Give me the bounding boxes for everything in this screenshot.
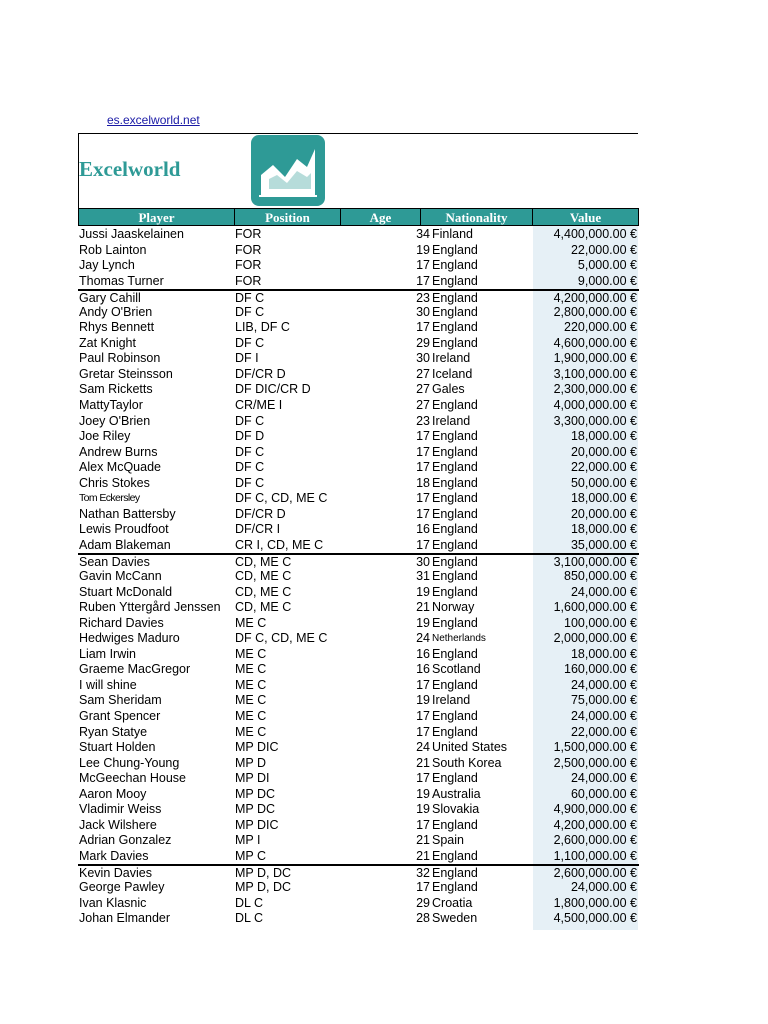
player-age: 17 <box>416 460 430 475</box>
table-row <box>78 849 639 865</box>
player-value: 18,000.00 € <box>570 491 637 506</box>
player-position: MP D, DC <box>235 866 292 881</box>
player-name: Jussi Jaaskelainen <box>79 227 184 241</box>
player-value: 18,000.00 € <box>570 646 637 661</box>
table-row <box>78 320 639 336</box>
player-value: 160,000.00 € <box>564 662 637 677</box>
player-value: 4,400,000.00 € <box>553 227 637 241</box>
player-nationality: England <box>432 615 478 630</box>
player-name: Sam Ricketts <box>79 382 153 397</box>
player-name: McGeechan House <box>79 771 187 786</box>
table-row <box>78 274 639 290</box>
player-name: Graeme MacGregor <box>79 662 191 677</box>
player-nationality: England <box>432 475 478 490</box>
player-age: 19 <box>416 242 430 257</box>
player-age: 30 <box>416 351 430 366</box>
player-position: DF/CR D <box>235 366 286 381</box>
player-age: 27 <box>416 398 430 413</box>
player-nationality: Spain <box>432 833 464 848</box>
player-position: DF C <box>235 444 265 459</box>
player-age: 21 <box>416 600 430 615</box>
player-position: ME C <box>235 708 267 723</box>
player-position: ME C <box>235 646 267 661</box>
table-row <box>78 507 639 523</box>
player-value: 4,000,000.00 € <box>553 398 637 413</box>
player-nationality: England <box>432 537 478 552</box>
player-position: DF C <box>235 475 265 490</box>
player-nationality: England <box>432 320 478 335</box>
player-name: Thomas Turner <box>79 273 164 288</box>
player-nationality: England <box>432 879 478 894</box>
table-row <box>78 351 639 367</box>
player-nationality: England <box>432 258 478 273</box>
player-age: 17 <box>416 537 430 552</box>
player-nationality: England <box>432 771 478 786</box>
player-age: 17 <box>416 258 430 273</box>
player-position: DF C <box>235 291 265 306</box>
player-name: Vladimir Weiss <box>79 802 162 817</box>
player-value: 2,300,000.00 € <box>553 382 637 397</box>
player-age: 17 <box>416 817 430 832</box>
player-age: 23 <box>416 291 430 306</box>
table-row <box>78 600 639 616</box>
player-nationality: South Korea <box>432 755 502 770</box>
player-name: Kevin Davies <box>79 866 152 881</box>
player-name: Jay Lynch <box>79 258 135 273</box>
table-row <box>78 756 639 772</box>
player-nationality: England <box>432 584 478 599</box>
player-value: 3,100,000.00 € <box>553 366 637 381</box>
table-row <box>78 802 639 818</box>
player-nationality: England <box>432 677 478 692</box>
table-row <box>78 460 639 476</box>
player-age: 32 <box>416 866 430 881</box>
player-position: DF I <box>235 351 259 366</box>
table-row <box>78 585 639 601</box>
player-value: 1,900,000.00 € <box>553 351 637 366</box>
player-age: 19 <box>416 693 430 708</box>
player-value: 4,200,000.00 € <box>553 817 637 832</box>
player-nationality: England <box>432 398 478 413</box>
player-nationality: England <box>432 444 478 459</box>
player-name: Nathan Battersby <box>79 506 176 521</box>
player-position: MP D, DC <box>235 879 292 894</box>
player-position: CR I, CD, ME C <box>235 537 324 552</box>
player-age: 18 <box>416 475 430 490</box>
player-position: ME C <box>235 677 267 692</box>
player-position: CD, ME C <box>235 569 292 584</box>
player-position: DF DIC/CR D <box>235 382 311 397</box>
top-border-line <box>78 133 638 134</box>
player-nationality: Croatia <box>432 895 473 910</box>
player-value: 22,000.00 € <box>570 242 637 257</box>
table-row <box>78 243 639 259</box>
player-nationality: Norway <box>432 600 475 615</box>
player-name: MattyTaylor <box>79 398 143 413</box>
player-position: DF C <box>235 413 265 428</box>
player-age: 17 <box>416 724 430 739</box>
player-name: Chris Stokes <box>79 475 150 490</box>
player-nationality: England <box>432 429 478 444</box>
header-value: Value <box>569 210 602 225</box>
player-nationality: Iceland <box>432 366 473 381</box>
player-nationality: Finland <box>432 227 473 241</box>
player-age: 27 <box>416 366 430 381</box>
table-row <box>78 429 639 445</box>
table-row <box>78 305 639 321</box>
player-age: 17 <box>416 506 430 521</box>
player-value: 75,000.00 € <box>570 693 637 708</box>
player-value: 3,300,000.00 € <box>553 413 637 428</box>
player-name: Paul Robinson <box>79 351 161 366</box>
player-age: 19 <box>416 786 430 801</box>
player-value: 2,800,000.00 € <box>553 304 637 319</box>
player-value: 60,000.00 € <box>570 786 637 801</box>
table-row <box>78 491 639 507</box>
player-age: 24 <box>416 740 430 755</box>
player-value: 1,800,000.00 € <box>553 895 637 910</box>
player-nationality: England <box>432 555 478 570</box>
player-value: 220,000.00 € <box>564 320 637 335</box>
player-nationality: England <box>432 273 478 288</box>
header-age: Age <box>341 209 421 225</box>
player-nationality: England <box>432 491 478 506</box>
player-value: 2,600,000.00 € <box>553 833 637 848</box>
player-value: 18,000.00 € <box>570 429 637 444</box>
player-position: CD, ME C <box>235 584 292 599</box>
player-nationality: England <box>432 724 478 739</box>
player-name: Adam Blakeman <box>79 537 171 552</box>
player-nationality: England <box>432 866 478 881</box>
table-row <box>78 818 639 834</box>
brand-title: Excelworld <box>79 157 181 181</box>
player-name: Richard Davies <box>79 615 164 630</box>
player-value: 22,000.00 € <box>570 460 637 475</box>
player-value: 24,000.00 € <box>570 584 637 599</box>
player-nationality: England <box>432 646 478 661</box>
player-name: Johan Elmander <box>79 911 171 926</box>
player-nationality: England <box>432 817 478 832</box>
player-age: 17 <box>416 429 430 444</box>
player-age: 19 <box>416 584 430 599</box>
player-name: Ryan Statye <box>79 724 148 739</box>
player-age: 16 <box>416 662 430 677</box>
player-position: DF D <box>235 429 265 444</box>
player-nationality: Gales <box>432 382 465 397</box>
player-name: Stuart McDonald <box>79 584 173 599</box>
player-value: 20,000.00 € <box>570 444 637 459</box>
player-position: MP C <box>235 848 267 863</box>
player-position: FOR <box>235 227 262 241</box>
player-name: Aaron Mooy <box>79 786 147 801</box>
player-age: 21 <box>416 755 430 770</box>
player-value: 1,100,000.00 € <box>553 848 637 863</box>
table-row <box>78 227 639 243</box>
player-name: Ivan Klasnic <box>79 895 147 910</box>
player-position: DL C <box>235 895 264 910</box>
player-value: 4,500,000.00 € <box>553 911 637 926</box>
player-value: 2,500,000.00 € <box>553 755 637 770</box>
table-row <box>78 382 639 398</box>
player-age: 21 <box>416 848 430 863</box>
player-value: 5,000.00 € <box>577 258 637 273</box>
player-age: 17 <box>416 320 430 335</box>
player-nationality: Ireland <box>432 413 471 428</box>
table-row <box>78 725 639 741</box>
player-position: CD, ME C <box>235 555 292 570</box>
player-name: I will shine <box>79 677 137 692</box>
player-position: ME C <box>235 724 267 739</box>
player-nationality: England <box>432 304 478 319</box>
table-row <box>78 569 639 585</box>
table-row <box>78 662 639 678</box>
player-age: 17 <box>416 444 430 459</box>
player-name: Andy O'Brien <box>79 304 153 319</box>
player-position: DF C <box>235 304 265 319</box>
table-row <box>78 553 639 569</box>
player-name: Gary Cahill <box>79 291 141 306</box>
player-age: 30 <box>416 304 430 319</box>
player-value: 3,100,000.00 € <box>553 555 637 570</box>
player-age: 17 <box>416 491 430 506</box>
table-row <box>78 538 639 554</box>
player-position: MP I <box>235 833 261 848</box>
player-nationality: Ireland <box>432 693 471 708</box>
table-row <box>78 896 639 912</box>
player-name: Joey O'Brien <box>79 413 151 428</box>
player-position: MP DIC <box>235 740 279 755</box>
table-header <box>78 208 639 226</box>
player-name: Ruben Yttergård Jenssen <box>79 600 221 615</box>
player-position: DF C, CD, ME C <box>235 491 328 506</box>
player-value: 24,000.00 € <box>570 771 637 786</box>
player-nationality: Sweden <box>432 911 478 926</box>
player-position: FOR <box>235 258 262 273</box>
table-row <box>78 445 639 461</box>
player-name: Mark Davies <box>79 848 149 863</box>
player-name: Alex McQuade <box>79 460 161 475</box>
player-value: 4,600,000.00 € <box>553 335 637 350</box>
player-value: 18,000.00 € <box>570 522 637 537</box>
player-position: DF C <box>235 335 265 350</box>
player-value: 20,000.00 € <box>570 506 637 521</box>
player-age: 24 <box>416 631 430 646</box>
player-age: 17 <box>416 677 430 692</box>
player-nationality: England <box>432 522 478 537</box>
table-row <box>78 880 639 896</box>
player-name: Hedwiges Maduro <box>79 631 180 646</box>
player-value: 24,000.00 € <box>570 677 637 692</box>
table-row <box>78 476 639 492</box>
player-value: 4,200,000.00 € <box>553 291 637 306</box>
player-name: Tom Eckersley <box>79 492 140 505</box>
player-value: 100,000.00 € <box>564 615 637 630</box>
player-nationality: Netherlands <box>432 633 486 645</box>
player-age: 23 <box>416 413 430 428</box>
player-position: ME C <box>235 693 267 708</box>
player-name: Joe Riley <box>79 429 131 444</box>
table-row <box>78 647 639 663</box>
player-age: 17 <box>416 771 430 786</box>
player-nationality: England <box>432 708 478 723</box>
player-value: 24,000.00 € <box>570 708 637 723</box>
player-age: 16 <box>416 522 430 537</box>
player-name: Grant Spencer <box>79 708 161 723</box>
player-name: Andrew Burns <box>79 444 158 459</box>
table-row <box>78 911 639 927</box>
table-row <box>78 678 639 694</box>
player-name: Rob Lainton <box>79 242 147 257</box>
player-nationality: England <box>432 291 478 306</box>
player-name: Sam Sheridam <box>79 693 162 708</box>
player-age: 17 <box>416 879 430 894</box>
player-age: 19 <box>416 802 430 817</box>
player-nationality: United States <box>432 740 508 755</box>
player-age: 31 <box>416 569 430 584</box>
player-nationality: England <box>432 569 478 584</box>
player-value: 24,000.00 € <box>570 879 637 894</box>
player-value: 4,900,000.00 € <box>553 802 637 817</box>
player-nationality: England <box>432 506 478 521</box>
table-row <box>78 771 639 787</box>
header-player: Player <box>79 209 235 225</box>
chart-logo-icon <box>251 135 325 206</box>
table-row <box>78 336 639 352</box>
table-row <box>78 693 639 709</box>
player-name: Gavin McCann <box>79 569 162 584</box>
player-age: 17 <box>416 273 430 288</box>
table-row <box>78 258 639 274</box>
player-position: FOR <box>235 273 262 288</box>
player-name: George Pawley <box>79 879 165 894</box>
table-row <box>78 709 639 725</box>
player-value: 50,000.00 € <box>570 475 637 490</box>
player-age: 21 <box>416 833 430 848</box>
player-value: 9,000.00 € <box>577 273 637 288</box>
player-position: DF C <box>235 460 265 475</box>
player-name: Gretar Steinsson <box>79 366 173 381</box>
table-row <box>78 289 639 305</box>
player-nationality: Slovakia <box>432 802 480 817</box>
player-name: Jack Wilshere <box>79 817 157 832</box>
player-position: MP DC <box>235 786 276 801</box>
table-row <box>78 367 639 383</box>
table-row <box>78 522 639 538</box>
player-position: ME C <box>235 662 267 677</box>
table-row <box>78 616 639 632</box>
player-age: 16 <box>416 646 430 661</box>
header-nationality: Nationality <box>421 209 533 225</box>
excelworld-link[interactable]: es.excelworld.net <box>107 113 200 127</box>
player-age: 27 <box>416 382 430 397</box>
table-row <box>78 414 639 430</box>
table-row <box>78 787 639 803</box>
player-position: MP D <box>235 755 267 770</box>
table-row <box>78 631 639 647</box>
table-row <box>78 398 639 414</box>
player-name: Lee Chung-Young <box>79 755 180 770</box>
player-name: Lewis Proudfoot <box>79 522 169 537</box>
player-name: Sean Davies <box>79 555 150 570</box>
player-name: Stuart Holden <box>79 740 156 755</box>
table-row <box>78 833 639 849</box>
player-position: CR/ME I <box>235 398 283 413</box>
table-row <box>78 864 639 880</box>
player-age: 34 <box>416 227 430 241</box>
player-value: 35,000.00 € <box>570 537 637 552</box>
player-nationality: Scotland <box>432 662 481 677</box>
player-position: FOR <box>235 242 262 257</box>
player-position: DF C, CD, ME C <box>235 631 328 646</box>
player-nationality: England <box>432 335 478 350</box>
player-nationality: England <box>432 242 478 257</box>
player-position: DF/CR D <box>235 506 286 521</box>
player-table <box>78 227 639 927</box>
player-age: 30 <box>416 555 430 570</box>
player-position: CD, ME C <box>235 600 292 615</box>
player-position: DF/CR I <box>235 522 281 537</box>
player-position: LIB, DF C <box>235 320 290 335</box>
player-age: 29 <box>416 335 430 350</box>
player-nationality: England <box>432 848 478 863</box>
player-value: 2,000,000.00 € <box>553 631 637 646</box>
player-value: 1,500,000.00 € <box>553 740 637 755</box>
player-age: 29 <box>416 895 430 910</box>
player-nationality: Ireland <box>432 351 471 366</box>
player-position: DL C <box>235 911 264 926</box>
player-name: Adrian Gonzalez <box>79 833 172 848</box>
player-name: Liam Irwin <box>79 646 136 661</box>
player-name: Rhys Bennett <box>79 320 155 335</box>
player-value: 1,600,000.00 € <box>553 600 637 615</box>
header-position: Position <box>235 209 341 225</box>
player-position: MP DIC <box>235 817 279 832</box>
player-position: MP DI <box>235 771 270 786</box>
player-age: 28 <box>416 911 430 926</box>
player-position: MP DC <box>235 802 276 817</box>
player-position: ME C <box>235 615 267 630</box>
player-name: Zat Knight <box>79 335 136 350</box>
player-age: 17 <box>416 708 430 723</box>
player-age: 19 <box>416 615 430 630</box>
player-nationality: England <box>432 460 478 475</box>
table-row <box>78 740 639 756</box>
player-value: 22,000.00 € <box>570 724 637 739</box>
player-value: 2,600,000.00 € <box>553 866 637 881</box>
player-nationality: Australia <box>432 786 481 801</box>
player-value: 850,000.00 € <box>564 569 637 584</box>
